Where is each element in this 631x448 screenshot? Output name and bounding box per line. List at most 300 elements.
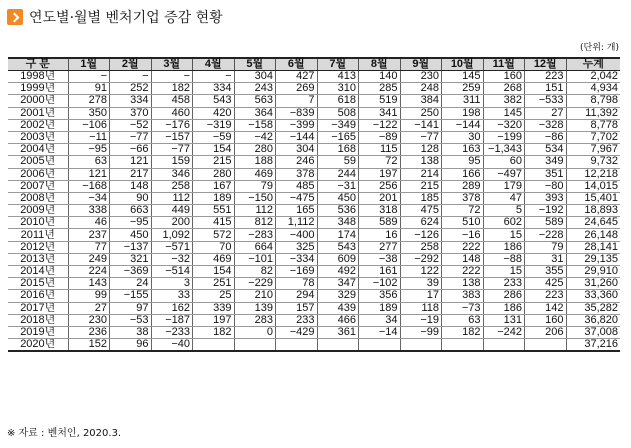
month-value-cell: −144 [276,131,318,143]
month-value-cell: −66 [110,144,152,156]
header-month: 3월 [151,58,193,71]
month-value-cell: 347 [317,278,359,290]
month-value-cell: 121 [110,156,152,168]
month-value-cell: 258 [400,241,442,253]
total-cell: 9,732 [566,156,620,168]
month-value-cell: 122 [400,266,442,278]
month-value-cell: −369 [110,266,152,278]
month-value-cell: 329 [317,290,359,302]
month-value-cell: −42 [234,131,276,143]
table-row [8,131,620,143]
month-value-cell: 131 [483,314,525,326]
month-value-cell: 46 [68,217,110,229]
month-value-cell: − [193,71,235,83]
month-value-cell: 318 [359,205,401,217]
year-cell: 2001년 [8,107,68,119]
month-value-cell: −101 [234,253,276,265]
month-value-cell: −11 [68,131,110,143]
month-value-cell: 186 [483,241,525,253]
month-value-cell: 285 [359,83,401,95]
month-value-cell: 5 [483,205,525,217]
month-value-cell: −86 [525,131,567,143]
total-cell: 8,778 [566,119,620,131]
month-value-cell: 3 [151,278,193,290]
month-value-cell: 72 [442,205,484,217]
month-value-cell: 304 [276,144,318,156]
month-value-cell: 25 [193,290,235,302]
month-value-cell [400,339,442,352]
month-value-cell: 145 [442,71,484,83]
month-value-cell: 508 [317,107,359,119]
month-value-cell [234,339,276,352]
month-value-cell: −19 [400,314,442,326]
month-value-cell [359,339,401,352]
month-value-cell: 311 [442,95,484,107]
month-value-cell: −283 [234,229,276,241]
month-value-cell: 112 [151,192,193,204]
month-value-cell: 382 [483,95,525,107]
month-value-cell: 215 [193,156,235,168]
month-value-cell: 15 [483,266,525,278]
month-value-cell: 450 [317,192,359,204]
table-row [8,339,620,352]
month-value-cell: 427 [276,71,318,83]
month-value-cell: −77 [151,144,193,156]
month-value-cell: 609 [317,253,359,265]
month-value-cell: 182 [193,326,235,338]
month-value-cell: −141 [400,119,442,131]
month-value-cell: −38 [359,253,401,265]
month-value-cell: 31 [525,253,567,265]
month-value-cell: 250 [400,107,442,119]
month-value-cell: 206 [525,326,567,338]
month-value-cell: 217 [110,168,152,180]
month-value-cell: −319 [193,119,235,131]
month-value-cell: 115 [359,144,401,156]
year-cell: 1999년 [8,83,68,95]
month-value-cell: 214 [400,168,442,180]
month-value-cell: 283 [234,314,276,326]
table-row [8,302,620,314]
month-value-cell: 27 [525,107,567,119]
month-value-cell: 230 [400,71,442,83]
month-value-cell: −73 [442,302,484,314]
year-cell: 2007년 [8,180,68,192]
month-value-cell: 458 [151,95,193,107]
month-value-cell: 162 [151,302,193,314]
month-value-cell: 543 [193,95,235,107]
year-cell: 2019년 [8,326,68,338]
month-value-cell: 339 [193,302,235,314]
month-value-cell: 334 [110,95,152,107]
total-cell: 36,820 [566,314,620,326]
month-value-cell: −176 [151,119,193,131]
month-value-cell [442,339,484,352]
table-row [8,241,620,253]
month-value-cell: 310 [317,83,359,95]
source-note: ※ 자료 : 벤처인, 2020.3. [7,428,122,439]
month-value-cell: 182 [442,326,484,338]
month-value-cell: −155 [110,290,152,302]
month-value-cell: 415 [193,217,235,229]
month-value-cell: −137 [110,241,152,253]
total-cell: 7,967 [566,144,620,156]
month-value-cell: 90 [110,192,152,204]
month-value-cell: 39 [400,278,442,290]
venture-change-table [8,57,620,352]
month-value-cell: −165 [317,131,359,143]
month-value-cell: 589 [525,217,567,229]
month-value-cell: 258 [151,180,193,192]
month-value-cell: 536 [317,205,359,217]
month-value-cell: 215 [400,180,442,192]
month-value-cell [317,339,359,352]
month-value-cell: 143 [68,278,110,290]
month-value-cell: 188 [234,156,276,168]
month-value-cell: 182 [151,83,193,95]
month-value-cell: −571 [151,241,193,253]
month-value-cell: 237 [68,229,110,241]
year-cell: 1998년 [8,71,68,83]
month-value-cell: 154 [193,144,235,156]
month-value-cell: 280 [193,168,235,180]
month-value-cell: 280 [234,144,276,156]
month-value-cell: −99 [400,326,442,338]
month-value-cell: 148 [110,180,152,192]
month-value-cell: 167 [193,180,235,192]
month-value-cell: −102 [359,278,401,290]
month-value-cell: 277 [359,241,401,253]
month-value-cell: 664 [234,241,276,253]
total-cell: 7,702 [566,131,620,143]
month-value-cell: 244 [317,168,359,180]
month-value-cell: 145 [483,107,525,119]
month-value-cell: −32 [151,253,193,265]
month-value-cell: 189 [359,302,401,314]
month-value-cell: 230 [68,314,110,326]
month-value-cell: 812 [234,217,276,229]
month-value-cell: 572 [193,229,235,241]
header-month: 2월 [110,58,152,71]
month-value-cell: 161 [359,266,401,278]
month-value-cell: −77 [110,131,152,143]
month-value-cell: 140 [359,71,401,83]
month-value-cell: −106 [68,119,110,131]
month-value-cell: 469 [234,168,276,180]
month-value-cell: −34 [68,192,110,204]
month-value-cell: −533 [525,95,567,107]
month-value-cell [483,339,525,352]
table-row [8,71,620,83]
year-cell: 2010년 [8,217,68,229]
month-value-cell: 350 [68,107,110,119]
month-value-cell: −169 [276,266,318,278]
month-value-cell: 248 [400,83,442,95]
arrow-bullet-icon [7,9,23,25]
total-cell: 33,360 [566,290,620,302]
header-month: 4월 [193,58,235,71]
month-value-cell: 393 [525,192,567,204]
header-month: 12월 [525,58,567,71]
month-value-cell [525,339,567,352]
month-value-cell: 294 [276,290,318,302]
month-value-cell: −320 [483,119,525,131]
table-row [8,205,620,217]
month-value-cell: −228 [525,229,567,241]
month-value-cell: 268 [483,83,525,95]
month-value-cell: 233 [483,278,525,290]
table-row [8,314,620,326]
month-value-cell: 460 [151,107,193,119]
year-cell: 2011년 [8,229,68,241]
month-value-cell: 351 [525,168,567,180]
month-value-cell: 157 [276,302,318,314]
year-cell: 2017년 [8,302,68,314]
table-row [8,144,620,156]
month-value-cell: 475 [400,205,442,217]
table-row [8,107,620,119]
month-value-cell: 200 [151,217,193,229]
month-value-cell: 278 [68,95,110,107]
header-month: 6월 [276,58,318,71]
month-value-cell: 79 [234,180,276,192]
month-value-cell: 485 [276,180,318,192]
month-value-cell: 413 [317,71,359,83]
month-value-cell: −328 [525,119,567,131]
table-body [8,71,620,352]
month-value-cell: −144 [442,119,484,131]
month-value-cell: 185 [400,192,442,204]
month-value-cell: 222 [442,241,484,253]
month-value-cell: −349 [317,119,359,131]
month-value-cell: 510 [442,217,484,229]
header-month: 1월 [68,58,110,71]
month-value-cell: 469 [193,253,235,265]
month-value-cell: 63 [68,156,110,168]
month-value-cell: 17 [400,290,442,302]
header-month: 8월 [359,58,401,71]
month-value-cell: 551 [193,205,235,217]
month-value-cell: 27 [68,302,110,314]
month-value-cell: 286 [483,290,525,302]
total-cell: 37,216 [566,339,620,352]
year-cell: 2013년 [8,253,68,265]
month-value-cell: 148 [442,253,484,265]
month-value-cell: −187 [151,314,193,326]
month-value-cell: 534 [525,144,567,156]
month-value-cell: 152 [68,339,110,352]
month-value-cell: −157 [151,131,193,143]
month-value-cell: 370 [110,107,152,119]
month-value-cell: 1,112 [276,217,318,229]
month-value-cell: 139 [234,302,276,314]
table-row [8,83,620,95]
month-value-cell: 151 [525,83,567,95]
total-cell: 28,141 [566,241,620,253]
month-value-cell: 165 [276,205,318,217]
month-value-cell: 355 [525,266,567,278]
month-value-cell: 356 [359,290,401,302]
month-value-cell: 321 [110,253,152,265]
month-value-cell: 179 [483,180,525,192]
month-value-cell: 77 [68,241,110,253]
month-value-cell: 338 [68,205,110,217]
month-value-cell: 249 [68,253,110,265]
month-value-cell: 236 [68,326,110,338]
month-value-cell: 15 [483,229,525,241]
month-value-cell: 138 [400,156,442,168]
month-value-cell: −399 [276,119,318,131]
month-value-cell: 121 [68,168,110,180]
month-value-cell: −77 [400,131,442,143]
month-value-cell: 334 [193,83,235,95]
total-cell: 31,260 [566,278,620,290]
month-value-cell: 24 [110,278,152,290]
month-value-cell: 78 [276,278,318,290]
month-value-cell: 251 [193,278,235,290]
month-value-cell: 138 [442,278,484,290]
month-value-cell: 349 [525,156,567,168]
table-row [8,95,620,107]
month-value-cell: 624 [400,217,442,229]
year-cell: 2015년 [8,278,68,290]
month-value-cell: − [68,71,110,83]
month-value-cell: −80 [525,180,567,192]
month-value-cell: 256 [359,180,401,192]
month-value-cell: 198 [442,107,484,119]
month-value-cell: 201 [359,192,401,204]
unit-note: (단위: 개) [580,43,619,53]
month-value-cell: 142 [525,302,567,314]
month-value-cell: 384 [400,95,442,107]
month-value-cell: −88 [483,253,525,265]
month-value-cell: 289 [442,180,484,192]
month-value-cell: −95 [110,217,152,229]
table-row [8,326,620,338]
month-value-cell: 59 [317,156,359,168]
month-value-cell: 72 [359,156,401,168]
year-cell: 2002년 [8,119,68,131]
page-title: 연도별·월별 벤처기업 증감 현황 [29,10,223,26]
month-value-cell: 154 [193,266,235,278]
month-value-cell: 16 [359,229,401,241]
month-value-cell: 589 [359,217,401,229]
month-value-cell: 166 [442,168,484,180]
table-header-row [8,58,620,71]
month-value-cell: −334 [276,253,318,265]
month-value-cell: − [151,71,193,83]
month-value-cell: 246 [276,156,318,168]
month-value-cell: 63 [442,314,484,326]
month-value-cell: −475 [276,192,318,204]
month-value-cell: 364 [234,107,276,119]
month-value-cell: 449 [151,205,193,217]
month-value-cell: 160 [483,71,525,83]
total-cell: 18,893 [566,205,620,217]
month-value-cell: −233 [151,326,193,338]
table-row [8,217,620,229]
total-cell: 26,148 [566,229,620,241]
month-value-cell: 0 [234,326,276,338]
month-value-cell: 168 [317,144,359,156]
total-cell: 29,135 [566,253,620,265]
month-value-cell: −242 [483,326,525,338]
month-value-cell: 378 [276,168,318,180]
month-value-cell: 7 [276,95,318,107]
year-cell: 2000년 [8,95,68,107]
month-value-cell: −89 [359,131,401,143]
month-value-cell: 1,092 [151,229,193,241]
month-value-cell: 99 [68,290,110,302]
month-value-cell: −40 [151,339,193,352]
month-value-cell: −192 [525,205,567,217]
month-value-cell: 222 [442,266,484,278]
month-value-cell: 112 [234,205,276,217]
total-cell: 24,645 [566,217,620,229]
month-value-cell: 223 [525,290,567,302]
month-value-cell: 163 [442,144,484,156]
month-value-cell: −150 [234,192,276,204]
month-value-cell: −199 [483,131,525,143]
total-cell: 15,401 [566,192,620,204]
month-value-cell: 186 [483,302,525,314]
total-cell: 12,218 [566,168,620,180]
table-row [8,192,620,204]
month-value-cell: 543 [317,241,359,253]
header-month: 9월 [400,58,442,71]
month-value-cell: 30 [442,131,484,143]
month-value-cell: 420 [193,107,235,119]
year-cell: 2016년 [8,290,68,302]
month-value-cell: 618 [317,95,359,107]
header-month: 5월 [234,58,276,71]
month-value-cell: 118 [400,302,442,314]
month-value-cell: −1,343 [483,144,525,156]
month-value-cell: −126 [400,229,442,241]
month-value-cell: −292 [400,253,442,265]
total-cell: 2,042 [566,71,620,83]
month-value-cell: −514 [151,266,193,278]
month-value-cell: 95 [442,156,484,168]
year-cell: 2020년 [8,339,68,352]
month-value-cell: 348 [317,217,359,229]
table-row [8,229,620,241]
month-value-cell: 439 [317,302,359,314]
month-value-cell: 91 [68,83,110,95]
month-value-cell: 304 [234,71,276,83]
month-value-cell: 269 [276,83,318,95]
month-value-cell: 563 [234,95,276,107]
month-value-cell: 38 [110,326,152,338]
month-value-cell: −168 [68,180,110,192]
month-value-cell [193,339,235,352]
month-value-cell: 383 [442,290,484,302]
table-row [8,253,620,265]
month-value-cell: −59 [193,131,235,143]
month-value-cell: − [110,71,152,83]
total-cell: 37,008 [566,326,620,338]
table-row [8,168,620,180]
total-cell: 4,934 [566,83,620,95]
title-bar [7,7,223,27]
header-month: 7월 [317,58,359,71]
header-category: 구 분 [8,58,68,71]
month-value-cell: 602 [483,217,525,229]
month-value-cell: −229 [234,278,276,290]
month-value-cell: 341 [359,107,401,119]
header-total: 누계 [566,58,620,71]
month-value-cell: 663 [110,205,152,217]
